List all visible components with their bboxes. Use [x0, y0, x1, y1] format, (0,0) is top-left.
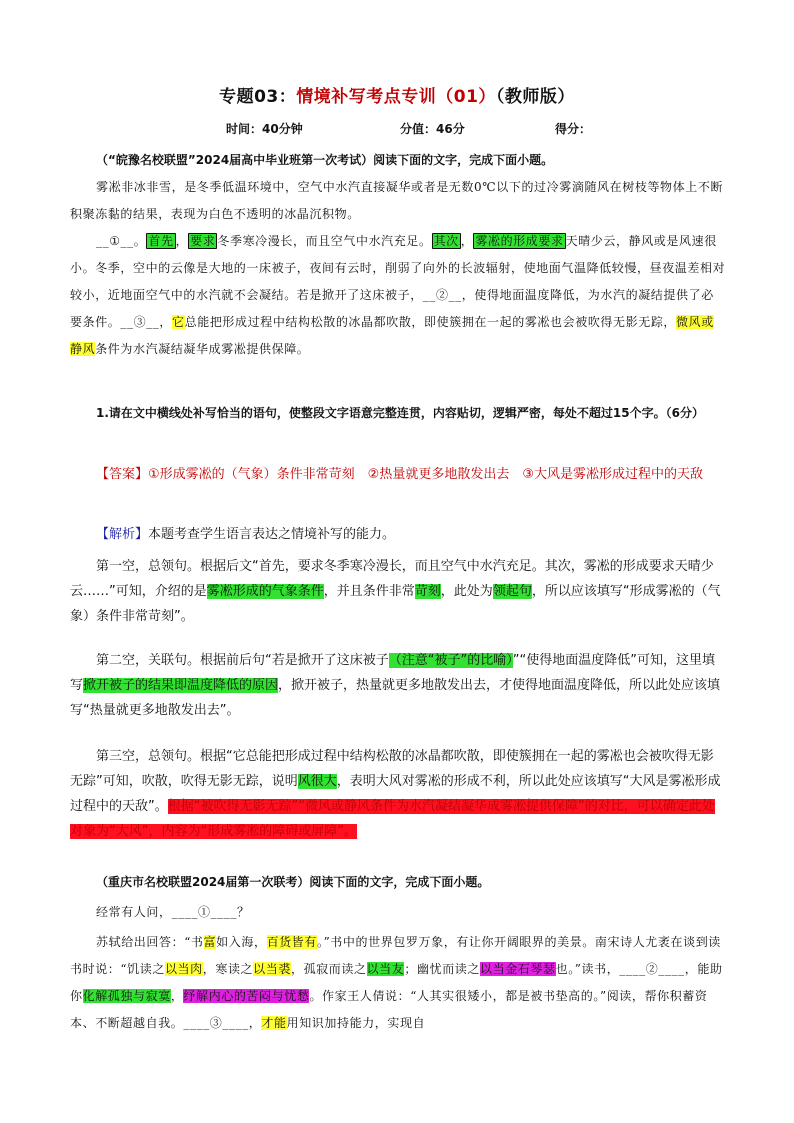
highlight: 以当裘: [253, 962, 291, 976]
title-prefix: 专题03：: [219, 87, 297, 107]
highlight: 首先: [148, 234, 174, 248]
highlight: 以当肉: [164, 962, 203, 976]
highlight: 掀开被子的结果即温度降低的原因: [83, 678, 279, 693]
q1-analysis: 【解析】本题考查学生语言表达之情境补写的能力。: [96, 527, 396, 542]
highlight: 领起句: [492, 584, 532, 599]
highlight: （注意“被子”的比喻）: [388, 653, 513, 668]
highlight: 其次: [433, 234, 459, 248]
q1-question: 1.请在文中横线处补写恰当的语句，使整段文字语意完整连贯，内容贴切，逻辑严密，每处不超过15个字。（6分）: [96, 406, 704, 420]
blank-1: __①__。: [96, 234, 147, 248]
q1-analysis-blank-1: 第一空，总领句。根据后文“首先，要求冬季寒冷漫长，而且空气中水汽充足。其次，雾凇的形成要求天晴少云……”可知，介绍的是雾凇形成的气象条件，并且条件非常苛刻，此处为领起句，所以应该填写“形成雾凇的（气象）条件非常苛刻”。: [70, 559, 721, 624]
q1-answer: 【答案】①形成雾凇的（气象）条件非常苛刻 ②热量就更多地散发出去 ③大风是雾凇形成过程中的天敌: [96, 467, 703, 482]
highlight: 百货皆有: [266, 935, 317, 949]
highlight: 以当金石琴瑟: [480, 962, 556, 976]
got-label: 得分：: [555, 122, 592, 136]
q1-paragraph-2: __①__。 首先 ， 要求 冬季寒冷漫长，而且空气中水汽充足。 其次 ， 雾凇的形成要求 天晴少云，静风或是风速很小。冬季，空中的云像是大地的一床被子，夜间有云时，削弱了向外的长波辐射，使地面气温降低较慢，昼夜温差相对较小，近地面空气中的水汽就不会凝结。若是掀开了这床被子，__②__，使得地面温度降低，为水汽的凝结提供了必要条件。__③__，它总能把形成过程中结构松散的冰晶都吹散，即使簇拥在一起的雾凇也会被吹得无影无踪，微风或静风条件为水汽凝结凝华成雾凇提供保障。: [70, 234, 726, 356]
title-suffix: （教师版）: [495, 87, 575, 107]
title-main: 情境补写考点专训（01）: [296, 87, 496, 107]
exam-meta: [0, 120, 794, 140]
page-title: [0, 82, 794, 107]
highlight: 纾解内心的苦闷与忧愁: [183, 989, 310, 1003]
q2-paragraph-1: 经常有人问，____①____？: [96, 905, 250, 919]
highlight: 雾凇形成的气象条件: [206, 584, 324, 599]
q1-paragraph-1: 雾凇非冰非雪，是冬季低温环境中，空气中水汽直接凝华或者是无数0℃以下的过冷雾滴随风在树枝等物体上不断积聚冻黏的结果，表现为白色不透明的冰晶沉积物。: [70, 180, 724, 221]
q1-source: （“皖豫名校联盟”2024届高中毕业班第一次考试）阅读下面的文字，完成下面小题。: [96, 153, 554, 167]
highlight: 微风或静风: [70, 315, 714, 356]
highlight: 苛刻: [414, 584, 441, 599]
time-label: 时间：40分钟: [226, 122, 303, 136]
highlight: 雾凇的形成要求: [475, 234, 564, 248]
highlight: 以当友: [366, 962, 405, 976]
score-label: 分值：46分: [400, 122, 465, 136]
highlight: 要求: [190, 234, 216, 248]
highlight: 才能: [261, 1016, 287, 1030]
q2-source: （重庆市名校联盟2024届第一次联考）阅读下面的文字，完成下面小题。: [96, 875, 490, 889]
highlight: 根据“被吹得无影无踪”“微风或静风条件为水汽凝结凝华成雾凇提供保障”的对比，可以确定此处对象为“大风”，内容为“形成雾凇的障碍或屏障”。: [70, 799, 715, 839]
highlight: 风很大: [297, 774, 337, 789]
highlight: 富: [203, 935, 217, 949]
highlight: 它: [172, 315, 185, 329]
highlight: 化解孤独与寂寞: [82, 989, 171, 1003]
q1-analysis-blank-2: 第二空，关联句。根据前后句“若是掀开了这床被子（注意“被子”的比喻）”“使得地面温度降低”可知，这里填写掀开被子的结果即温度降低的原因，掀开被子，热量就更多地散发出去，才使得地面温度降低，所以此处应该填写“热量就更多地散发出去”。: [70, 653, 721, 718]
q1-analysis-blank-3: 第三空，总领句。根据“它总能把形成过程中结构松散的冰晶都吹散，即使簇拥在一起的雾凇也会被吹得无影无踪”可知，吹散，吹得无影无踪，说明风很大，表明大风对雾凇的形成不利，所以此处应该填写“大风是雾凇形成过程中的天敌”。根据“被吹得无影无踪”“微风或静风条件为水汽凝结凝华成雾凇提供保障”的对比，可以确定此处对象为“大风”，内容为“形成雾凇的障碍或屏障”。: [70, 749, 721, 839]
q2-paragraph-2: 苏轼给出回答：“书富如入海，百货皆有。”书中的世界包罗万象，有让你开阔眼界的美景。南宋诗人尤袤在谈到读书时说：“饥读之以当肉，寒读之以当裘，孤寂而读之以当友；幽忧而读之以当金石琴瑟也。”读书，____②____，能助你化解孤独与寂寞，纾解内心的苦闷与忧愁。作家王人倩说：“人其实很矮小，都是被书垫高的。”阅读，帮你积蓄资本、不断超越自我。____③____，才能用知识加持能力，实现自: [70, 935, 723, 1030]
